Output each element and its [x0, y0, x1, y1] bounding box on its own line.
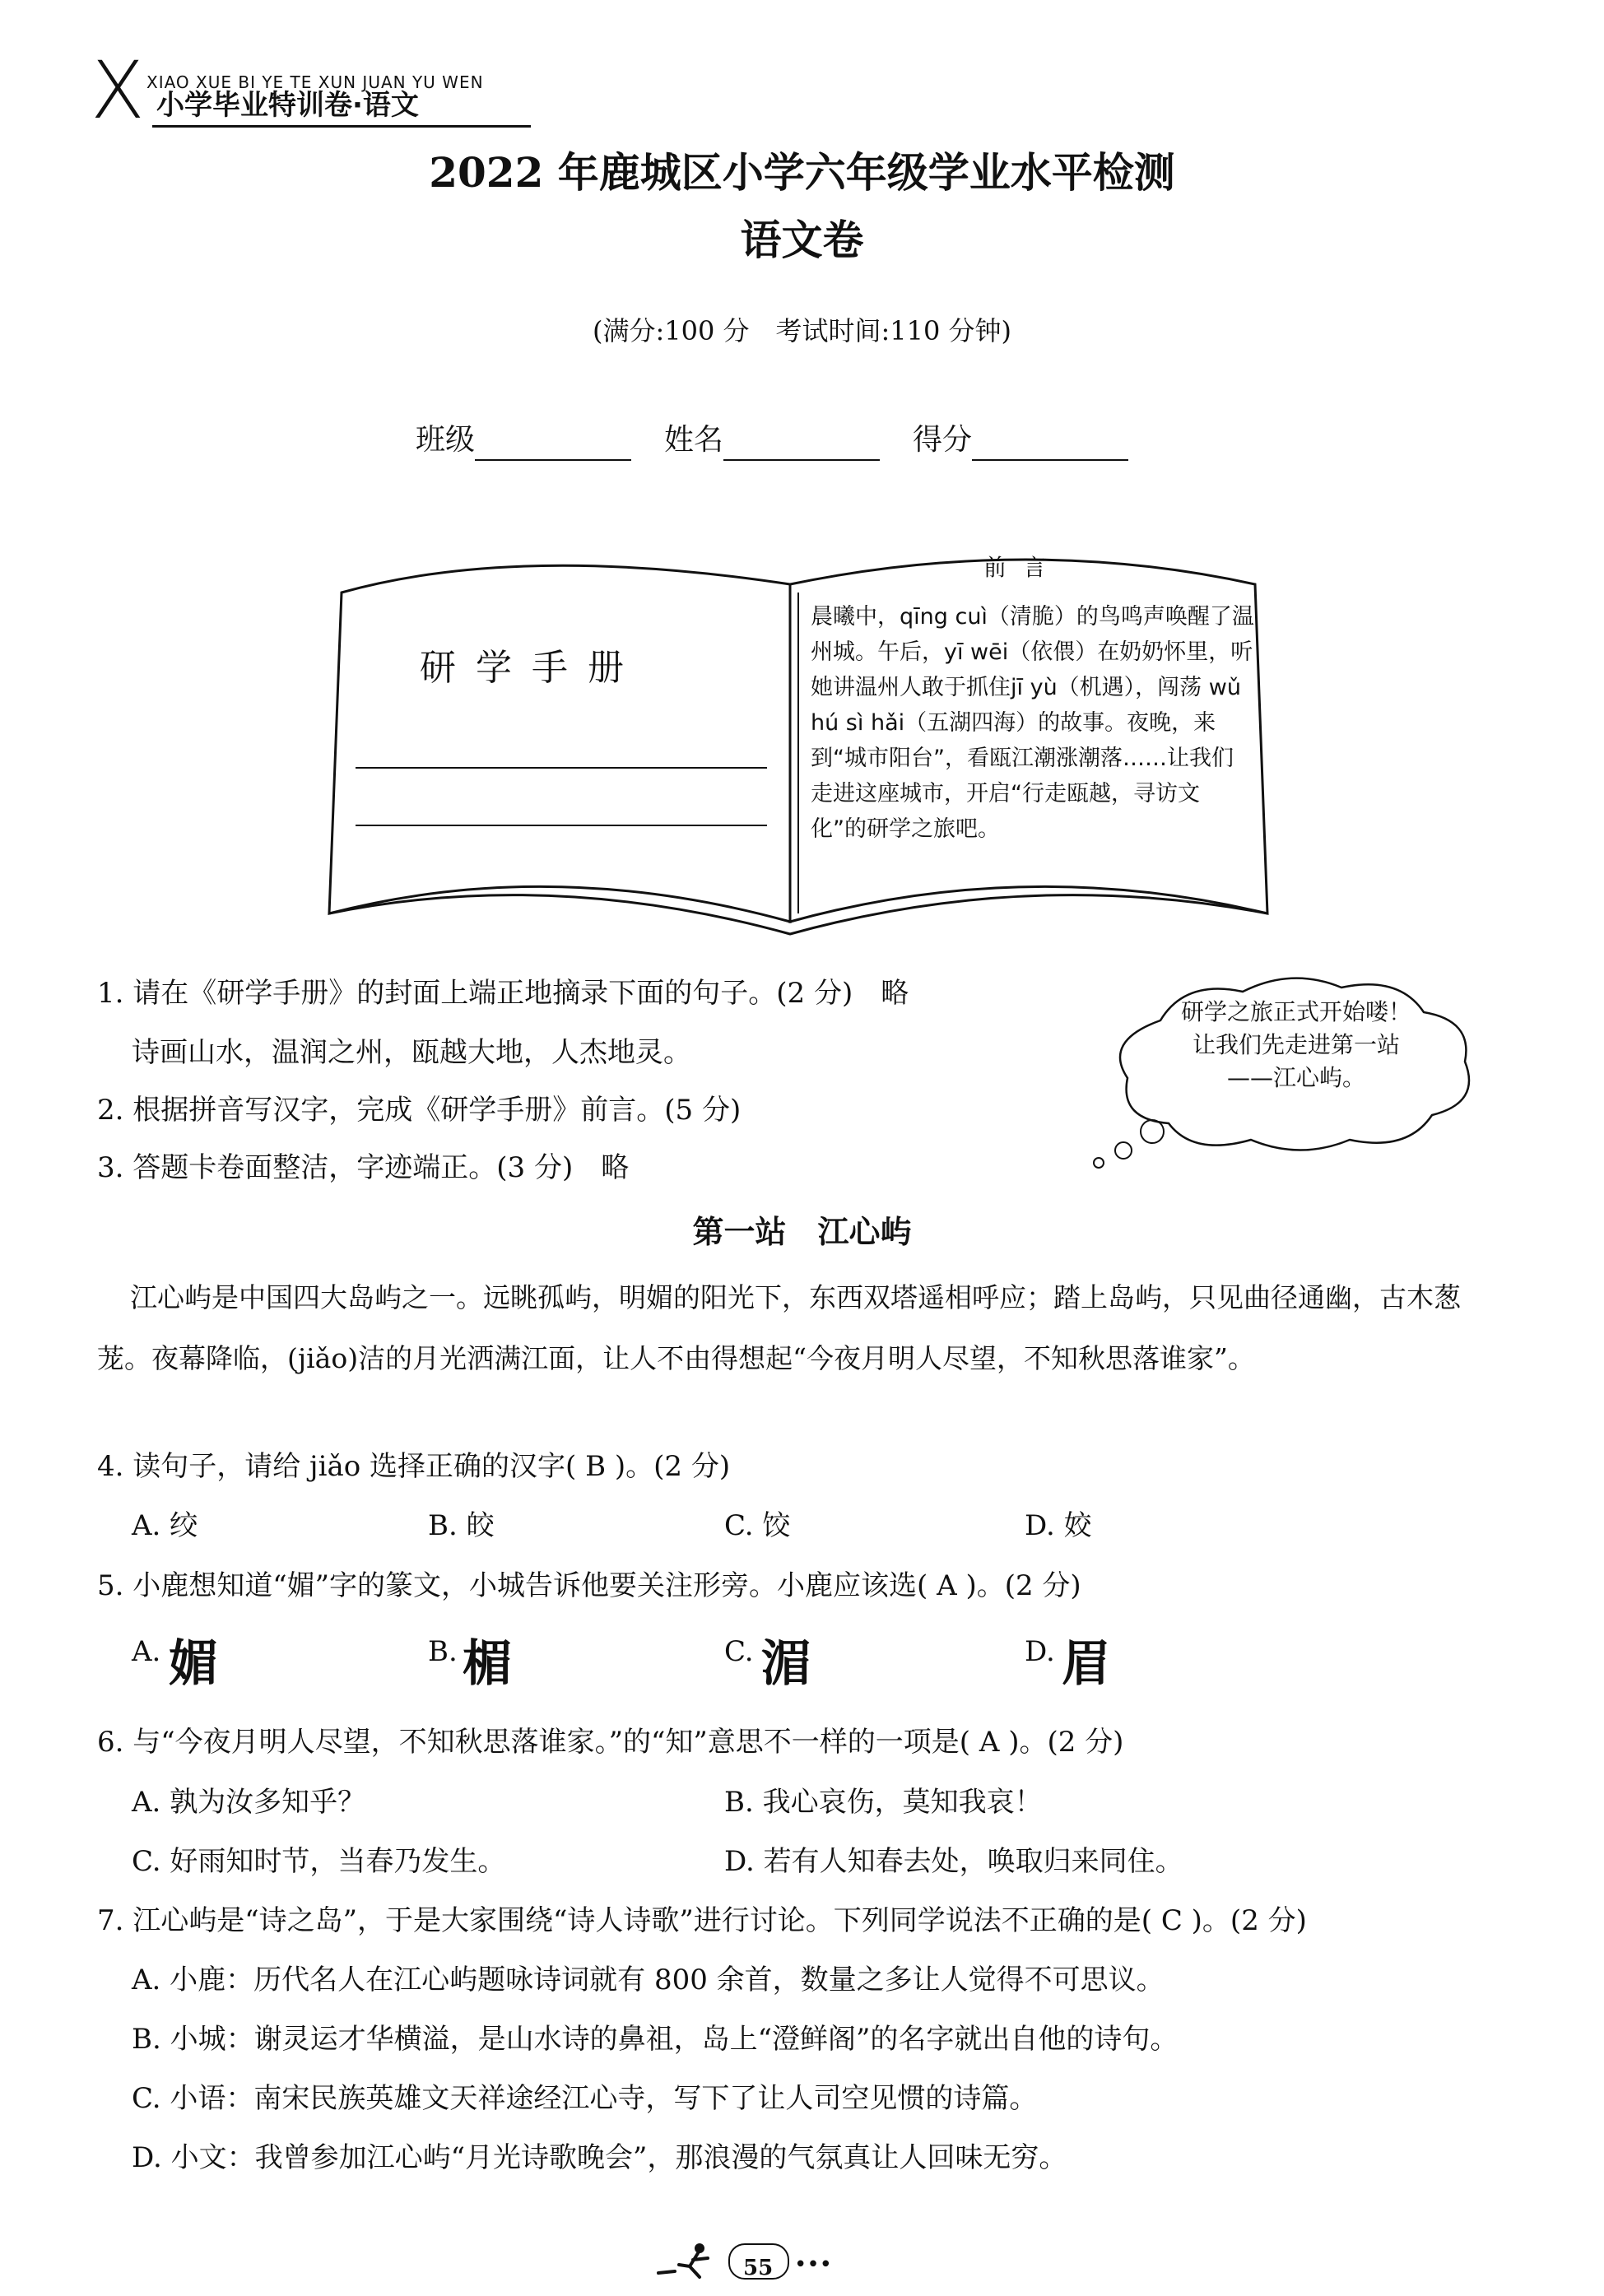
- q7-option-d: D. 小文：我曾参加江心屿“月光诗歌晚会”，那浪漫的气氛真让人回味无穷。: [132, 2141, 1067, 2174]
- question-5: 5. 小鹿想知道“媚”字的篆文，小城告诉他要关注形旁。小鹿应该选( A )。(2 分): [97, 1569, 1081, 1602]
- section-passage: 江心屿是中国四大岛屿之一。远眺孤屿，明媚的阳光下，东西双塔遥相呼应；踏上岛屿，只见曲径通幽，古木葱茏。夜幕降临，(jiǎo)洁的月光洒满江面，让人不由得想起“今夜月明人尽望，不知秋思落谁家”。: [97, 1281, 1461, 1374]
- q5-seal-c: 湄: [761, 1635, 811, 1693]
- q7-option-a: A. 小鹿：历代名人在江心屿题咏诗词就有 800 余首，数量之多让人觉得不可思议。: [132, 1964, 1165, 1996]
- q6-option-b: B. 我心哀伤，莫知我哀！: [724, 1786, 1043, 1819]
- q7-option-b: B. 小城：谢灵运才华横溢，是山水诗的鼻祖，岛上“澄鲜阁”的名字就出自他的诗句。: [132, 2023, 1179, 2056]
- page-dots: •••: [794, 2252, 833, 2277]
- question-7: 7. 江心屿是“诗之岛”，于是大家围绕“诗人诗歌”进行讨论。下列同学说法不正确的是( C )。(2 分): [97, 1904, 1307, 1937]
- series-logo-letter: X: [91, 44, 145, 137]
- header-divider: [152, 125, 531, 128]
- q7-option-c: C. 小语：南宋民族英雄文天祥途经江心寺，写下了让人司空见惯的诗篇。: [132, 2082, 1038, 2115]
- q4-option-b: B. 皎: [428, 1509, 495, 1542]
- class-blank[interactable]: [475, 430, 631, 461]
- q5-seal-b: 楣: [463, 1635, 512, 1693]
- question-2: 2. 根据拼音写汉字，完成《研学手册》前言。(5 分): [97, 1094, 742, 1127]
- q5-seal-a: 媚: [169, 1635, 218, 1693]
- q4-option-c: C. 饺: [724, 1509, 791, 1542]
- question-6: 6. 与“今夜月明人尽望，不知秋思落谁家。”的“知”意思不一样的一项是( A )。(2 分): [97, 1726, 1124, 1759]
- q5-seal-d: 眉: [1062, 1635, 1111, 1693]
- class-label: 班级: [416, 423, 476, 457]
- runner-icon: [650, 2240, 724, 2281]
- name-label: 姓名: [664, 423, 724, 457]
- section-title: 第一站 江心屿: [692, 1214, 912, 1250]
- exam-info: (满分:100 分 考试时间:110 分钟): [592, 315, 1012, 346]
- preface-title: 前言: [983, 554, 1063, 581]
- exam-subtitle: 语文卷: [740, 216, 864, 264]
- series-pinyin: XIAO XUE BI YE TE XUN JUAN YU WEN: [146, 72, 484, 92]
- q5-label-c: C.: [724, 1635, 754, 1668]
- exam-title: 2022 年鹿城区小学六年级学业水平检测: [429, 148, 1175, 197]
- q6-option-d: D. 若有人知春去处，唤取归来同住。: [724, 1845, 1183, 1878]
- score-label: 得分: [913, 423, 973, 457]
- name-blank[interactable]: [723, 430, 880, 461]
- question-1-sentence: 诗画山水，温润之州，瓯越大地，人杰地灵。: [132, 1036, 691, 1069]
- q5-label-b: B.: [428, 1635, 458, 1668]
- question-3: 3. 答题卡卷面整洁，字迹端正。(3 分) 略: [97, 1151, 630, 1184]
- preface-text: 晨曦中，qīng cuì（清脆）的鸟鸣声唤醒了温州城。午后，yī wēi（依偎）在奶奶怀里，听她讲温州人敢于抓住jī yù（机遇），闯荡 wǔ hú sì hǎi（五湖四海）的故事。夜晚，来到“城市阳台”，看瓯江潮涨潮落……让我们走进这座城市，开启“行走瓯越，寻访文化”的研学之旅吧。: [811, 604, 1254, 842]
- question-4: 4. 读句子，请给 jiǎo 选择正确的汉字( B )。(2 分): [97, 1450, 731, 1483]
- score-blank[interactable]: [972, 430, 1128, 461]
- q5-label-a: A.: [132, 1635, 161, 1668]
- q6-option-a: A. 孰为汝多知乎？: [132, 1786, 366, 1819]
- handbook-cover-title: 研学手册: [420, 647, 644, 689]
- series-title: 小学毕业特训卷·语文: [156, 89, 419, 122]
- student-fields: [416, 420, 1161, 461]
- q4-option-a: A. 绞: [132, 1509, 198, 1542]
- bubble-text: 研学之旅正式开始喽！让我们先走进第一站——江心屿。: [1180, 998, 1411, 1091]
- page-number: 55: [743, 2256, 774, 2280]
- question-1: 1. 请在《研学手册》的封面上端正地摘录下面的句子。(2 分) 略: [97, 977, 909, 1010]
- q4-option-d: D. 姣: [1025, 1509, 1092, 1542]
- q5-label-d: D.: [1025, 1635, 1055, 1668]
- q6-option-c: C. 好雨知时节，当春乃发生。: [132, 1845, 506, 1878]
